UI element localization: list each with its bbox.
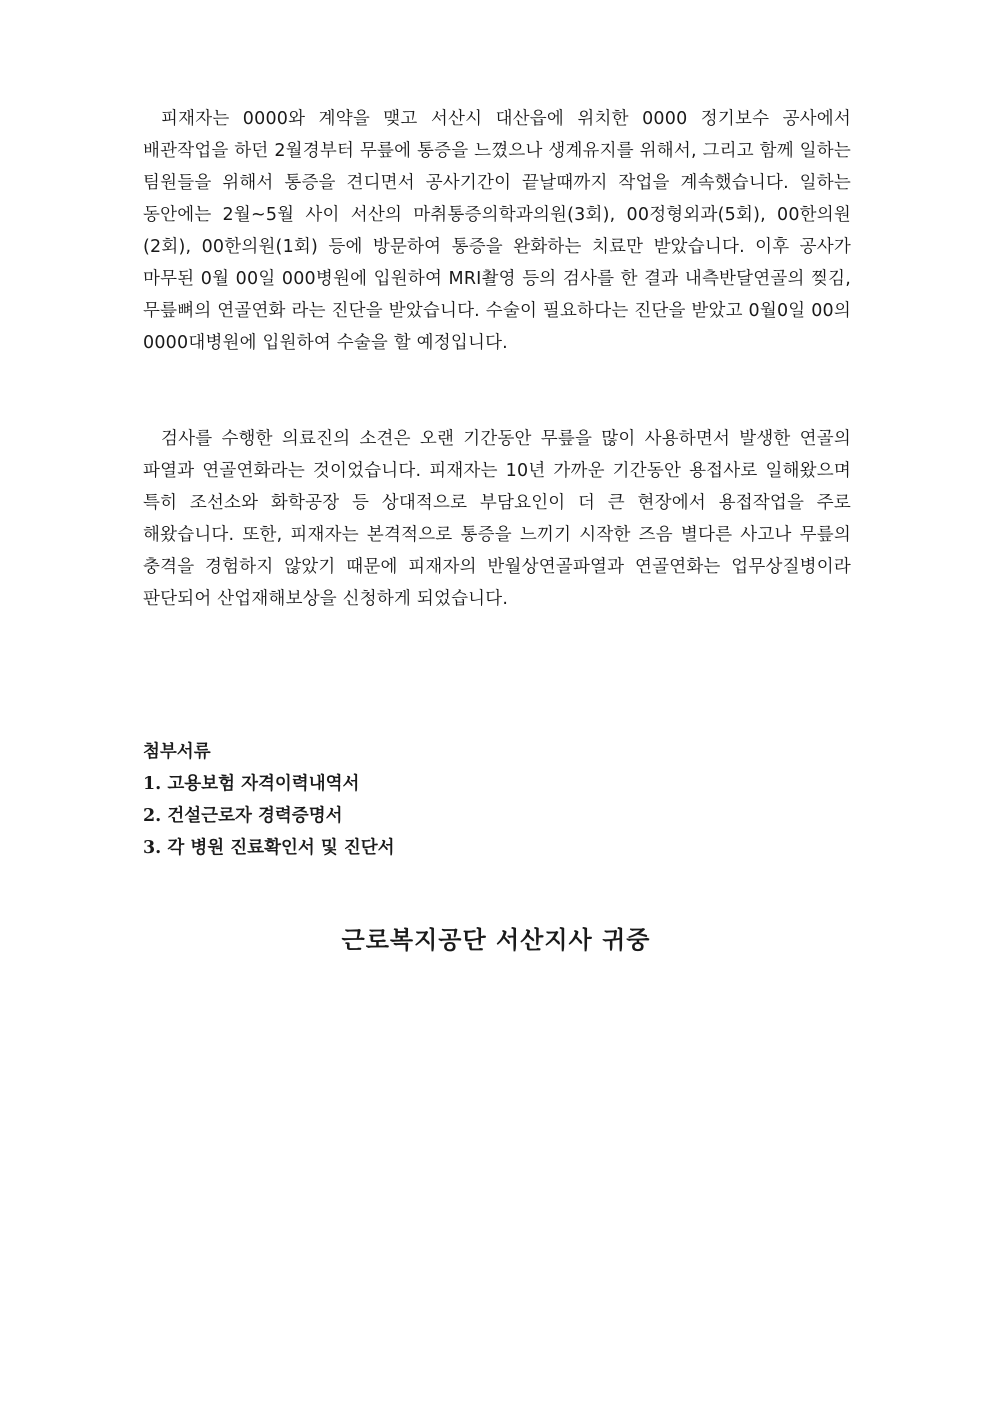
closing-addressee: 근로복지공단 서산지사 귀중	[341, 925, 651, 954]
body-paragraph-1: 피재자는 0000와 계약을 맺고 서산시 대산읍에 위치한 0000 정기보수 공사에서 배관작업을 하던 2월경부터 무릎에 통증을 느꼈으나 생계유지를 위해서, 그리고 함께 일하는 팀원들을 위해서 통증을 견디면서 공사기간이 끝날때까지 작업을 계속했습니다. 일하는 동안에는 2월~5월 사이 서산의 마취통증의학과의원(3회), 00정형외과(5회), 00한의원(2회), 00한의원(1회) 등에 방문하여 통증을 완화하는 치료만 받았습니다. 이후 공사가 마무된 0월 00일 000병원에 입원하여 MRI촬영 등의 검사를 한 결과 내측반달연골의 찢김, 무릎뼈의 연골연화 라는 진단을 받았습니다. 수술이 필요하다는 진단을 받았고 0월0일 00의 0000대병원에 입원하여 수술을 할 예정입니다.	[143, 109, 851, 353]
body-paragraph-2: 검사를 수행한 의료진의 소견은 오랜 기간동안 무릎을 많이 사용하면서 발생한 연골의 파열과 연골연화라는 것이었습니다. 피재자는 10년 가까운 기간동안 용접사로 일해왔으며 특히 조선소와 화학공장 등 상대적으로 부담요인이 더 큰 현장에서 용접작업을 주로 해왔습니다. 또한, 피재자는 본격적으로 통증을 느끼기 시작한 즈음 별다른 사고나 무릎의 충격을 경험하지 않았기 때문에 피재자의 반월상연골파열과 연골연화는 업무상질병이라 판단되어 산업재해보상을 신청하게 되었습니다.	[143, 429, 851, 609]
attachments-heading: 첨부서류	[143, 742, 211, 762]
attachments-section	[143, 736, 851, 864]
attachments-list	[143, 768, 851, 864]
attachment-item: 2. 건설근로자 경력증명서	[143, 806, 343, 826]
attachment-item: 1. 고용보험 자격이력내역서	[143, 774, 360, 794]
attachment-item: 3. 각 병원 진료확인서 및 진단서	[143, 838, 395, 858]
